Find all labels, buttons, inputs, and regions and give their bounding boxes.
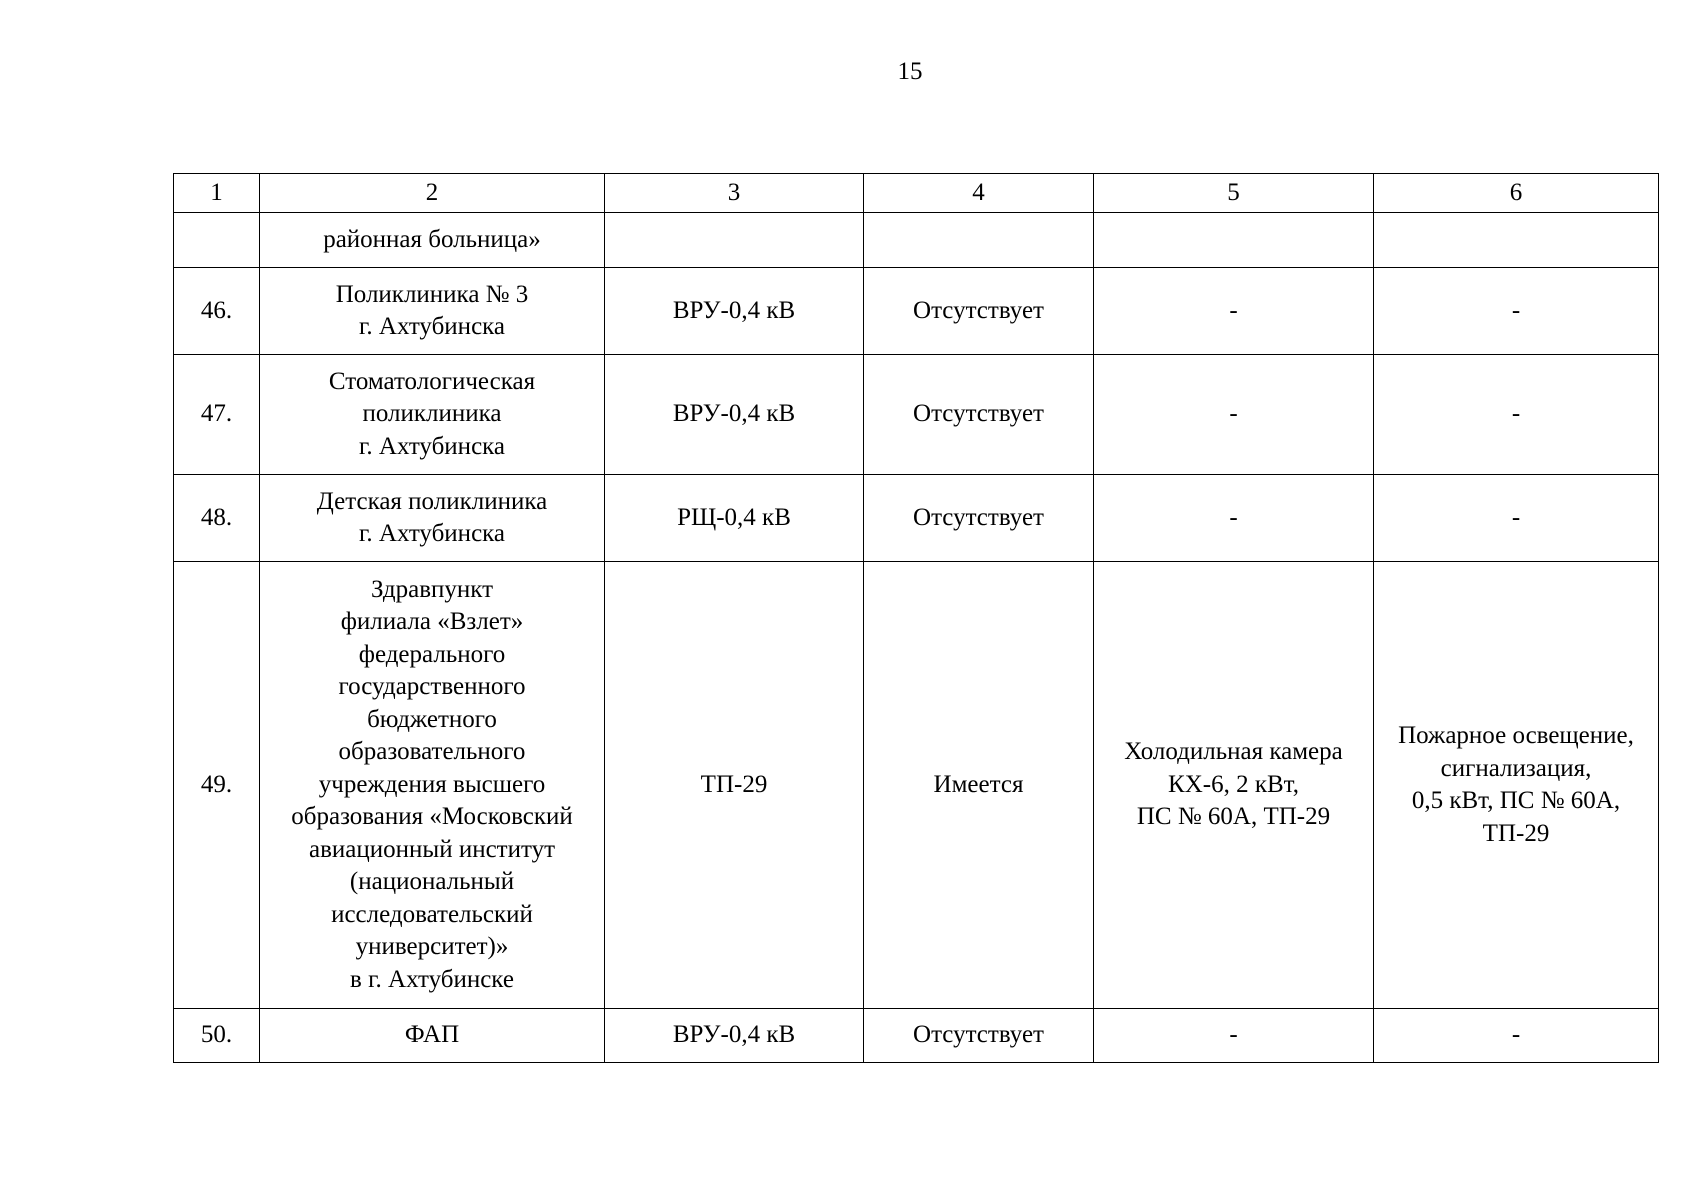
cell-power-source: РЩ-0,4 кВ — [605, 475, 864, 562]
cell-availability: Отсутствует — [864, 475, 1094, 562]
cell-power-source: ВРУ-0,4 кВ — [605, 1009, 864, 1063]
cell-availability: Отсутствует — [864, 268, 1094, 355]
table-row — [174, 1009, 1659, 1063]
cell-name: районная больница» — [260, 213, 605, 268]
cell-availability: Отсутствует — [864, 1009, 1094, 1063]
cell-col6: - — [1374, 1009, 1659, 1063]
cell-name: Стоматологическая поликлиника г. Ахтубинска — [260, 355, 605, 475]
cell-availability: Имеется — [864, 562, 1094, 1009]
cell-col5: - — [1094, 475, 1374, 562]
cell-name: Здравпункт филиала «Взлет» федерального государственного бюджетного образовательного учреждения высшего образования «Московский авиационный институт (национальный исследовательский университет)» в г. Ахтубинске — [260, 562, 605, 1009]
cell-number: 46. — [174, 268, 260, 355]
table-row — [174, 475, 1659, 562]
cell-number: 49. — [174, 562, 260, 1009]
header-cell-4: 4 — [864, 174, 1094, 213]
header-cell-3: 3 — [605, 174, 864, 213]
cell-name: ФАП — [260, 1009, 605, 1063]
cell-col5 — [1094, 213, 1374, 268]
cell-power-source: ВРУ-0,4 кВ — [605, 268, 864, 355]
cell-col5: - — [1094, 1009, 1374, 1063]
header-cell-1: 1 — [174, 174, 260, 213]
cell-availability: Отсутствует — [864, 355, 1094, 475]
table-row-continuation — [174, 213, 1659, 268]
cell-number: 47. — [174, 355, 260, 475]
cell-number — [174, 213, 260, 268]
header-cell-6: 6 — [1374, 174, 1659, 213]
cell-col6: Пожарное освещение, сигнализация, 0,5 кВт, ПС № 60А, ТП-29 — [1374, 562, 1659, 1009]
cell-col5: Холодильная камера КХ-6, 2 кВт, ПС № 60А, ТП-29 — [1094, 562, 1374, 1009]
cell-col6: - — [1374, 475, 1659, 562]
table-row — [174, 562, 1659, 1009]
cell-power-source: ТП-29 — [605, 562, 864, 1009]
data-table — [173, 173, 1659, 1063]
cell-col5: - — [1094, 355, 1374, 475]
cell-availability — [864, 213, 1094, 268]
cell-col6: - — [1374, 355, 1659, 475]
header-cell-2: 2 — [260, 174, 605, 213]
cell-name: Детская поликлиника г. Ахтубинска — [260, 475, 605, 562]
cell-col6 — [1374, 213, 1659, 268]
cell-col5: - — [1094, 268, 1374, 355]
cell-power-source — [605, 213, 864, 268]
table-row — [174, 355, 1659, 475]
table-row — [174, 268, 1659, 355]
cell-col6: - — [1374, 268, 1659, 355]
header-cell-5: 5 — [1094, 174, 1374, 213]
page-number: 15 — [897, 58, 923, 85]
cell-number: 50. — [174, 1009, 260, 1063]
cell-power-source: ВРУ-0,4 кВ — [605, 355, 864, 475]
cell-number: 48. — [174, 475, 260, 562]
cell-name: Поликлиника № 3 г. Ахтубинска — [260, 268, 605, 355]
table-header-row — [174, 174, 1659, 213]
